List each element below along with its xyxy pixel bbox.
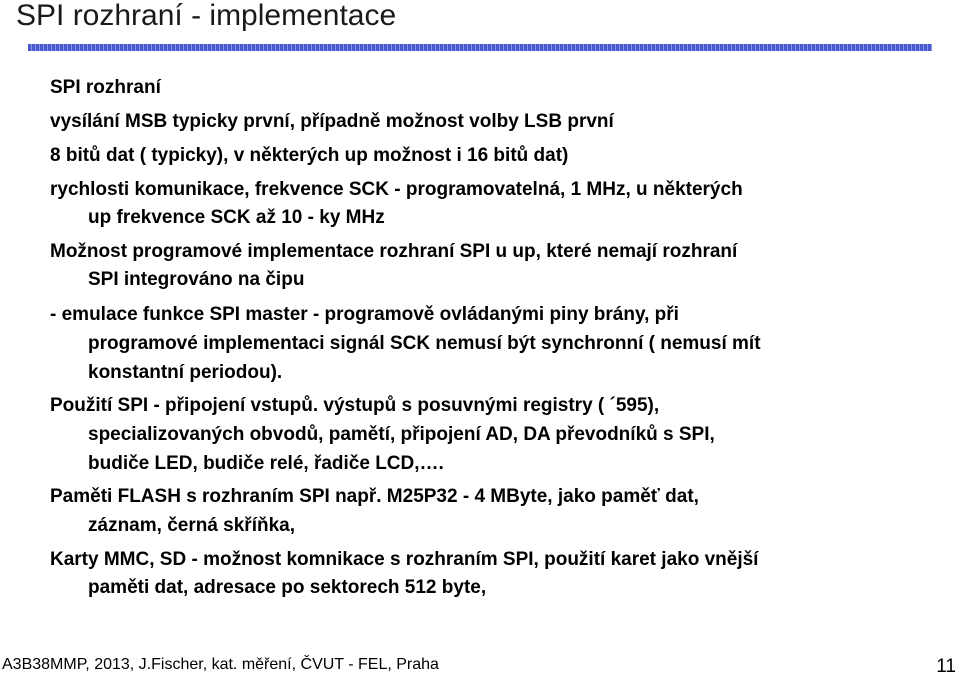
page-number: 11 — [936, 656, 956, 677]
title-divider — [28, 44, 932, 51]
body-line-usage-cont-1: specializovaných obvodů, pamětí, připojení AD, DA převodníků s SPI, — [88, 424, 715, 445]
body-line-usage: Použití SPI - připojení vstupů. výstupů s posuvnými registry ( ´595), — [50, 395, 660, 416]
body-line-bits: 8 bitů dat ( typicky), v některých up možnost i 16 bitů dat) — [50, 145, 569, 166]
body-line-msb: vysílání MSB typicky první, případně možnost volby LSB první — [50, 111, 614, 132]
body-line-flash-cont: záznam, černá skříňka, — [88, 515, 295, 536]
body-line-cards-cont: paměti dat, adresace po sektorech 512 byte, — [88, 577, 487, 598]
body-line-cards: Karty MMC, SD - možnost komnikace s rozhraním SPI, použití karet jako vnější — [50, 549, 759, 570]
body-line-heading: SPI rozhraní — [50, 77, 161, 98]
body-line-emulation-cont-1: programové implementaci signál SCK nemusí být synchronní ( nemusí mít — [88, 333, 761, 354]
body-line-software-impl: Možnost programové implementace rozhraní SPI u up, které nemají rozhraní — [50, 241, 738, 262]
footer-text: A3B38MMP, 2013, J.Fischer, kat. měření, ČVUT - FEL, Praha — [2, 656, 439, 673]
body-line-speed: rychlosti komunikace, frekvence SCK - programovatelná, 1 MHz, u některých — [50, 179, 743, 200]
body-line-speed-cont: up frekvence SCK až 10 - ky MHz — [88, 207, 385, 228]
body-line-emulation: - emulace funkce SPI master - programově ovládanými piny brány, při — [50, 304, 679, 325]
body-line-emulation-cont-2: konstantní periodou). — [88, 362, 283, 383]
slide-title: SPI rozhraní - implementace — [16, 0, 397, 32]
body-line-flash: Paměti FLASH s rozhraním SPI např. M25P32 - 4 MByte, jako paměť dat, — [50, 486, 699, 507]
body-line-usage-cont-2: budiče LED, budiče relé, řadiče LCD,…. — [88, 453, 444, 474]
body-line-software-impl-cont: SPI integrováno na čipu — [88, 269, 305, 290]
